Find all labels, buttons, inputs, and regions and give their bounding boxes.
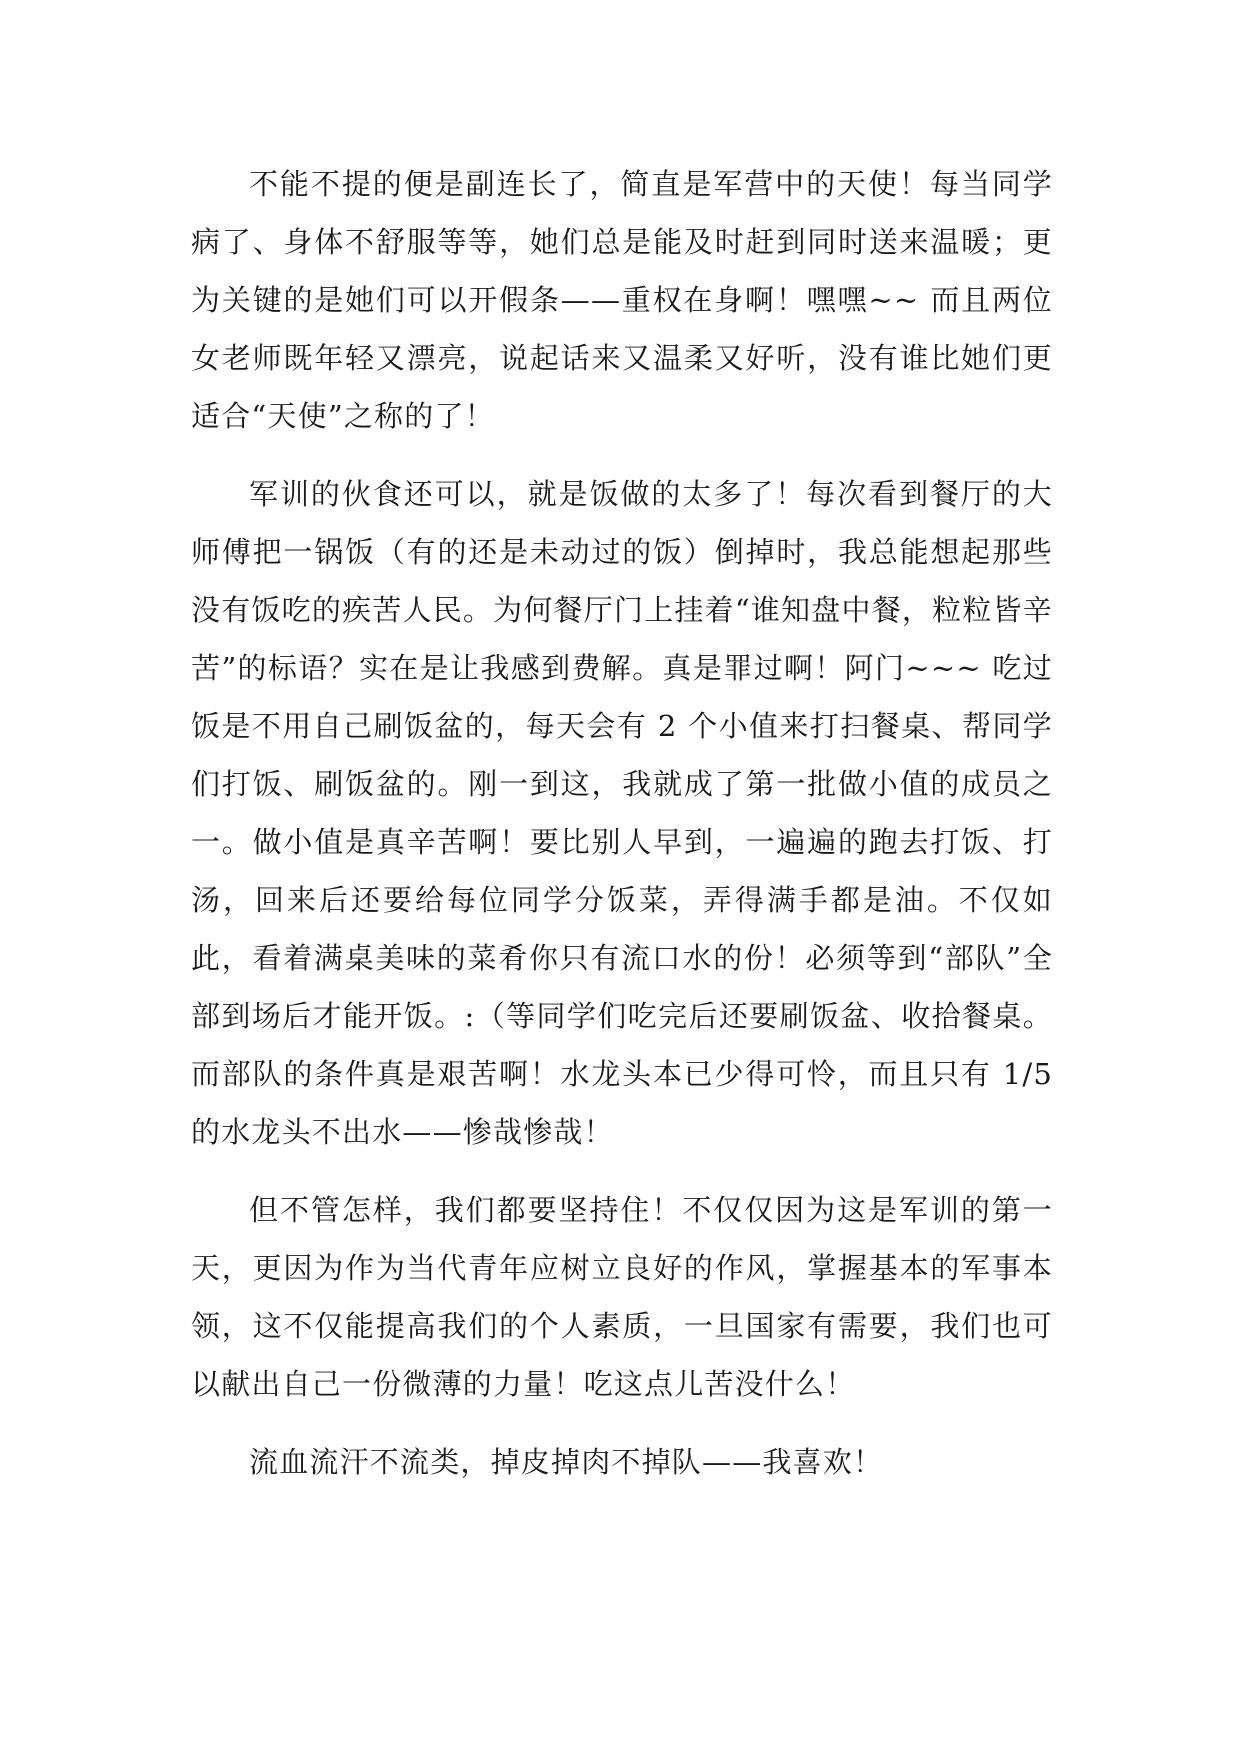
article-body	[191, 155, 1053, 1511]
paragraph-perseverance: 但不管怎样，我们都要坚持住！不仅仅因为这是军训的第一天，更因为作为当代青年应树立良好的作风，掌握基本的军事本领，这不仅能提高我们的个人素质，一旦国家有需要，我们也可以献出自己一份微薄的力量！吃这点儿苦没什么！	[191, 1193, 1053, 1401]
paragraph-angel-vice-commander: 不能不提的便是副连长了，简直是军营中的天使！每当同学病了、身体不舒服等等，她们总是能及时赶到同时送来温暖；更为关键的是她们可以开假条——重权在身啊！嘿嘿~~ 而且两位女老师既年轻又漂亮，说起话来又温柔又好听，没有谁比她们更适合“天使”之称的了！	[191, 167, 1053, 433]
paragraph-closing-slogan: 流血流汗不流类，掉皮掉肉不掉队——我喜欢！	[249, 1445, 884, 1479]
paragraph-cafeteria-duty: 军训的伙食还可以，就是饭做的太多了！每次看到餐厅的大师傅把一锅饭（有的还是未动过的饭）倒掉时，我总能想起那些没有饭吃的疾苦人民。为何餐厅门上挂着“谁知盘中餐，粒粒皆辛苦”的标语？实在是让我感到费解。真是罪过啊！阿门~~~ 吃过饭是不用自己刷饭盆的，每天会有 2 个小值来打扫餐桌、帮同学们打饭、刷饭盆的。刚一到这，我就成了第一批做小值的成员之一。做小值是真辛苦啊！要比别人早到，一遍遍的跑去打饭、打汤，回来后还要给每位同学分饭菜，弄得满手都是油。不仅如此，看着满桌美味的菜肴你只有流口水的份！必须等到“部队”全部到场后才能开饭。:（等同学们吃完后还要刷饭盆、收拾餐桌。而部队的条件真是艰苦啊！水龙头本已少得可怜，而且只有 1/5 的水龙头不出水——惨哉惨哉！	[191, 477, 1053, 1149]
